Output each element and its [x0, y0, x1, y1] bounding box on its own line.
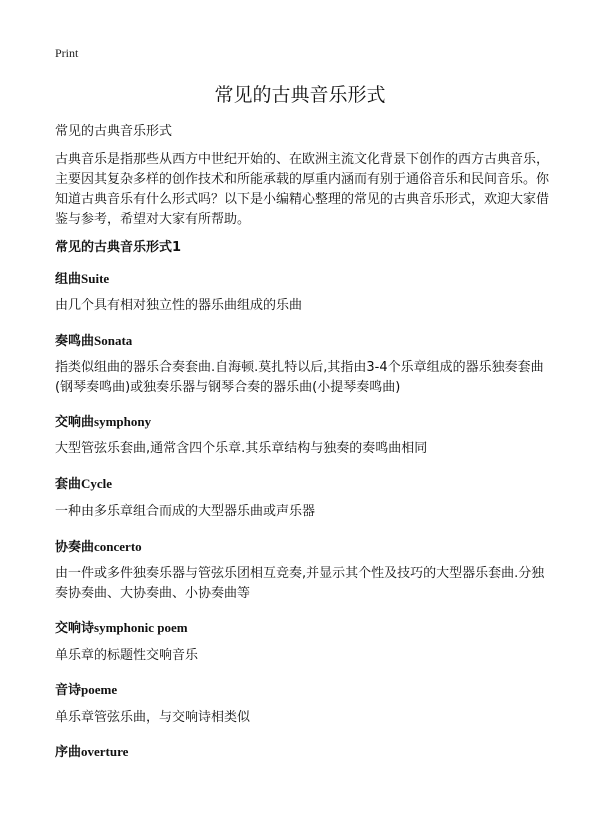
form-description-concerto: 由一件或多件独奏乐器与管弦乐团相互竞奏,并显示其个性及技巧的大型器乐套曲.分独奏协奏曲、大协奏曲、小协奏曲等	[55, 566, 545, 601]
form-heading-suite	[55, 268, 109, 287]
form-heading-cycle	[55, 473, 112, 492]
form-description-poeme: 单乐章管弦乐曲，与交响诗相类似	[55, 710, 251, 725]
form-heading-cn: 奏鸣曲	[55, 334, 95, 349]
page-title: 常见的古典音乐形式	[214, 84, 386, 106]
intro-paragraph: 古典音乐是指那些从西方中世纪开始的、在欧洲主流文化背景下创作的西方古典音乐，主要因其复杂多样的创作技术和所能承载的厚重内涵而有别于通俗音乐和民间音乐。你知道古典音乐有什么形式吗？以下是小编精心整理的常见的古典音乐形式，欢迎大家借鉴与参考，希望对大家有所帮助。	[55, 152, 550, 227]
form-heading-en: Suite	[81, 271, 110, 286]
form-heading-en: Cycle	[81, 476, 113, 491]
form-heading-en: symphonic poem	[94, 620, 188, 635]
form-heading-cn: 交响诗	[55, 621, 95, 636]
form-description-suite: 由几个具有相对独立性的器乐曲组成的乐曲	[55, 298, 303, 313]
print-link[interactable]: Print	[55, 46, 79, 60]
form-heading-concerto	[55, 536, 142, 555]
form-heading-cn: 组曲	[55, 272, 82, 287]
form-heading-en: concerto	[94, 539, 142, 554]
subtitle: 常见的古典音乐形式	[55, 124, 173, 139]
form-heading-symphony	[55, 411, 151, 430]
form-heading-symphonic-poem	[55, 617, 188, 636]
form-heading-cn: 协奏曲	[55, 540, 95, 555]
form-heading-overture	[55, 741, 128, 760]
form-heading-cn: 序曲	[55, 745, 82, 760]
form-description-symphony: 大型管弦乐套曲,通常含四个乐章.其乐章结构与独奏的奏鸣曲相同	[55, 441, 428, 456]
form-heading-poeme	[55, 679, 117, 698]
form-heading-en: overture	[81, 744, 129, 759]
form-heading-en: Sonata	[94, 333, 133, 348]
form-heading-cn: 音诗	[55, 683, 82, 698]
form-description-cycle: 一种由多乐章组合而成的大型器乐曲或声乐器	[55, 504, 316, 519]
form-heading-sonata	[55, 330, 132, 349]
section-heading: 常见的古典音乐形式1	[55, 240, 182, 255]
form-heading-en: symphony	[94, 414, 152, 429]
form-heading-cn: 交响曲	[55, 415, 95, 430]
form-description-symphonic-poem: 单乐章的标题性交响音乐	[55, 648, 199, 663]
form-heading-cn: 套曲	[55, 477, 82, 492]
form-heading-en: poeme	[81, 682, 118, 697]
form-description-sonata: 指类似组曲的器乐合奏套曲.自海顿.莫扎特以后,其指由3-4个乐章组成的器乐独奏套曲(钢琴奏鸣曲)或独奏乐器与钢琴合奏的器乐曲(小提琴奏鸣曲)	[55, 360, 544, 395]
